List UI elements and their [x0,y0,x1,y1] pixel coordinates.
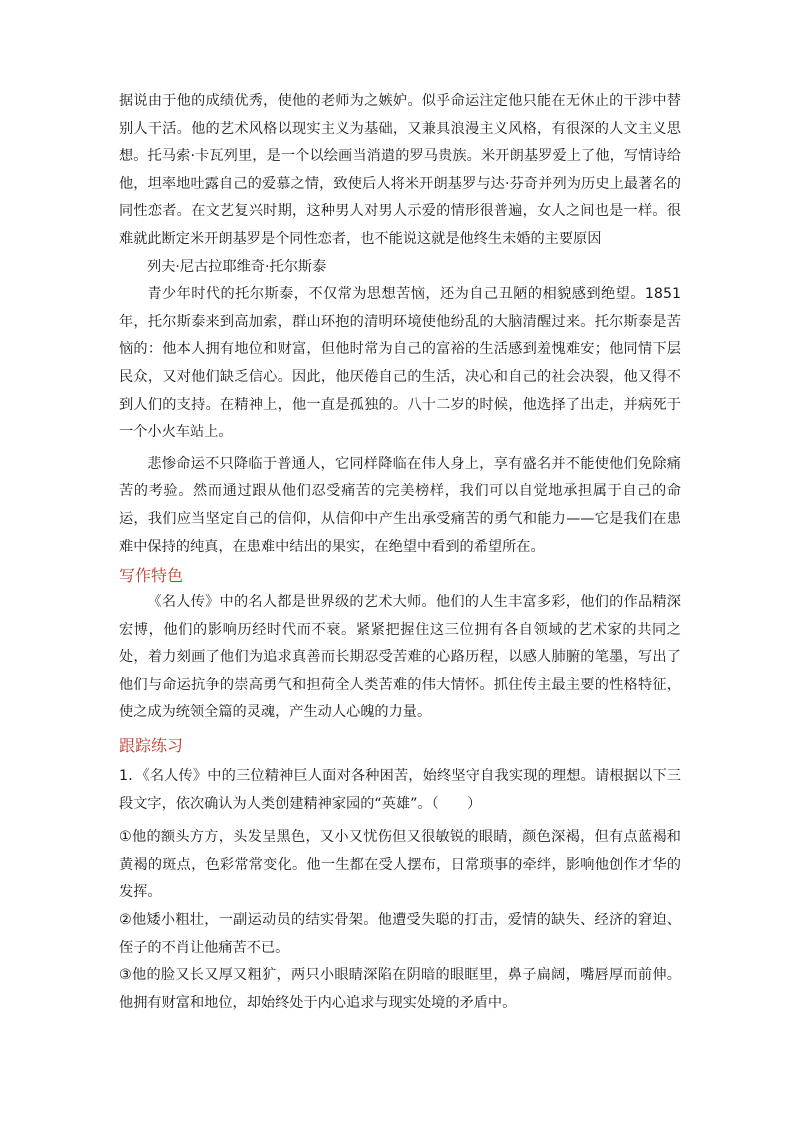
paragraph-michelangelo: 据说由于他的成绩优秀，使他的老师为之嫉妒。似乎命运注定他只能在无休止的干涉中替别人干活。他的艺术风格以现实主义为基础，又兼具浪漫主义风格，有很深的人文主义思想。托马索·卡瓦列里，是一个以绘画当消遣的罗马贵族。米开朗基罗爱上了他，写情诗给他，坦率地吐露自己的爱慕之情，致使后人将米开朗基罗与达·芬奇并列为历史上最著名的同性恋者。在文艺复兴时期，这种男人对男人示爱的情形很普遍，女人之间也是一样。很难就此断定米开朗基罗是个同性恋者，也不能说这就是他终生未婚的主要原因 [119,93,681,247]
paragraph-tolstoy: 青少年时代的托尔斯泰，不仅常为思想苦恼，还为自己丑陋的相貌感到绝望。1851年，托尔斯泰来到高加索，群山环抱的清明环境使他纷乱的大脑清醒过来。托尔斯泰是苦恼的：他本人拥有地位和财富，但他时常为自己的富裕的生活感到羞愧难安；他同情下层民众，又对他们缺乏信心。因此，他厌倦自己的生活，决心和自己的社会决裂，他又得不到人们的支持。在精神上，他一直是孤独的。八十二岁的时候，他选择了出走，并病死于一个小火车站上。 [119,286,681,441]
section-title-writing-features: 写作特色 [119,566,184,586]
option-1: ①他的额头方方，头发呈黑色，又小又忧伤但又很敏锐的眼睛，颜色深褐，但有点蓝褐和黄褐的斑点，色彩常常变化。他一生都在受人摆布，日常琐事的牵绊，影响他创作才华的发挥。 [119,829,681,901]
question-1: 1．《名人传》中的三位精神巨人面对各种困苦，始终坚守自我实现的理想。请根据以下三段文字，依次确认为人类创建精神家园的“英雄”。（ ） [119,768,681,812]
option-2: ②他矮小粗壮，一副运动员的结实骨架。他遭受失聪的打击，爱情的缺失、经济的窘迫、侄子的不肖让他痛苦不已。 [119,912,681,956]
person-name-tolstoy: 列夫·尼古拉耶维奇·托尔斯泰 [147,258,327,275]
section-title-practice: 跟踪练习 [119,736,184,756]
option-3: ③他的脸又长又厚又粗犷，两只小眼睛深陷在阴暗的眼眶里，鼻子扁阔，嘴唇厚而前伸。他拥有财富和地位，却始终处于内心追求与现实处境的矛盾中。 [119,967,681,1011]
document-page [119,88,681,1017]
paragraph-summary: 悲惨命运不只降临于普通人，它同样降临在伟人身上，享有盛名并不能使他们免除痛苦的考验。然而通过跟从他们忍受痛苦的完美榜样，我们可以自觉地承担属于自己的命运，我们应当坚定自己的信仰，从信仰中产生出承受痛苦的勇气和能力——它是我们在患难中保持的纯真，在患难中结出的果实，在绝望中看到的希望所在。 [119,455,681,555]
paragraph-writing-features: 《名人传》中的名人都是世界级的艺术大师。他们的人生丰富多彩，他们的作品精深宏博，他们的影响历经时代而不衰。紧紧把握住这三位拥有各自领域的艺术家的共同之处，着力刻画了他们为追求真善而长期忍受苦难的心路历程，以感人肺腑的笔墨，写出了他们与命运抗争的崇高勇气和担荷全人类苦难的伟大情怀。抓住传主最主要的性格特征，使之成为统领全篇的灵魂，产生动人心魄的力量。 [119,594,681,721]
